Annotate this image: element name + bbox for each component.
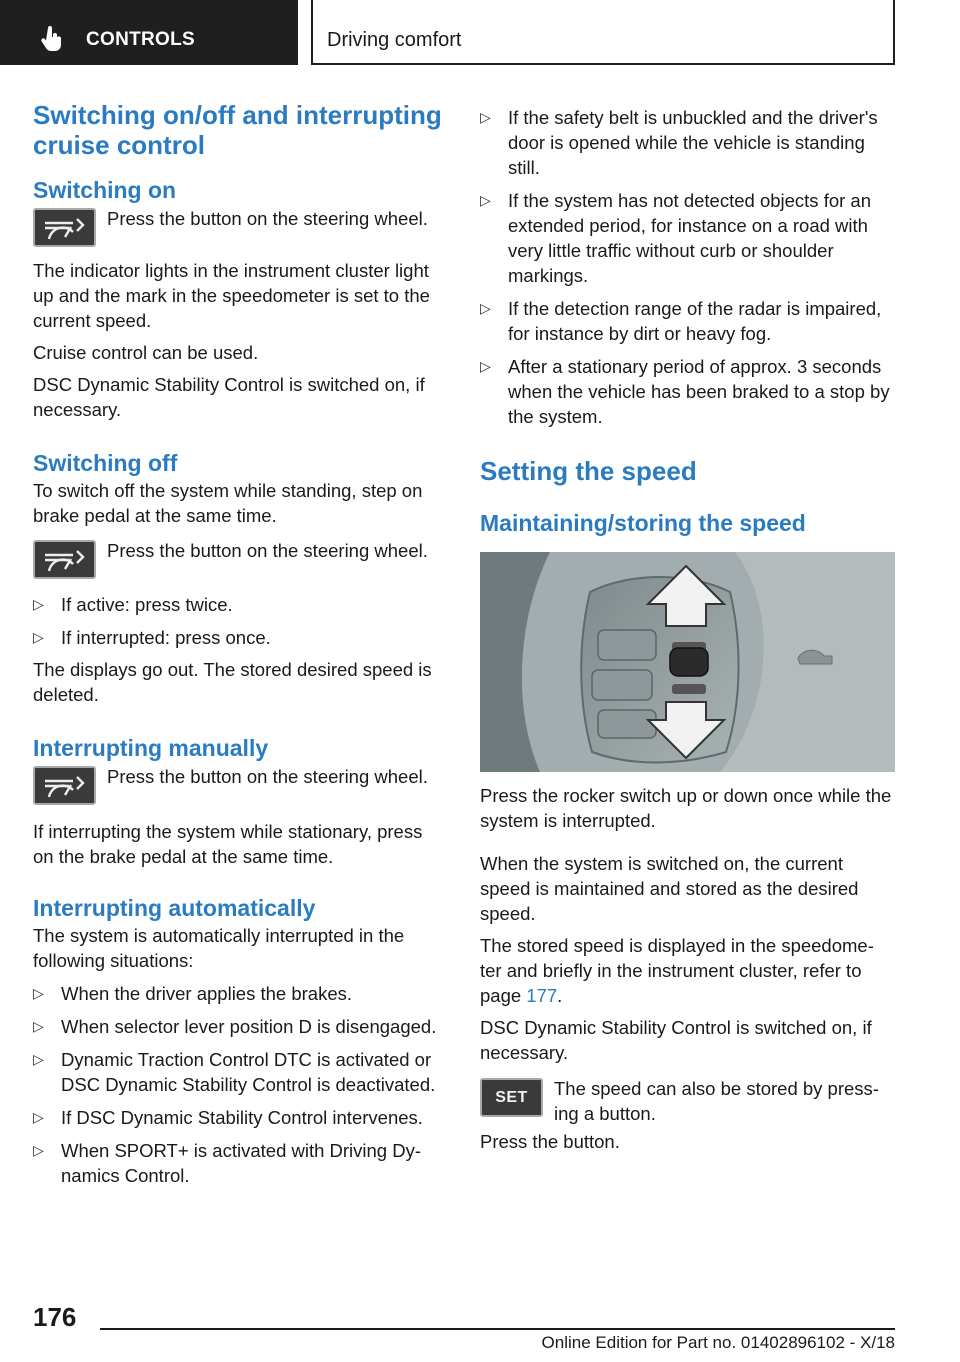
list-item: ▷ When SPORT+ is activated with Driving Dy‐namics Control. xyxy=(33,1140,422,1186)
heading-switching-off: Switching off xyxy=(33,450,178,476)
press-button-paragraph: Press the button. xyxy=(480,1131,620,1152)
page-number: 176 xyxy=(33,1302,77,1332)
footer-rule xyxy=(100,1328,895,1330)
list-item: ▷ Dynamic Traction Control DTC is activated or DSC Dynamic Stability Control is deactivated. xyxy=(33,1049,436,1095)
hand-pointer-icon xyxy=(40,26,64,52)
stored-speed-paragraph: The stored speed is displayed in the speedome‐ter and briefly in the instrument cluster, refer to page 177. xyxy=(480,935,874,1006)
triangle-bullet-icon: ▷ xyxy=(33,1051,44,1067)
list-item: ▷ If active: press twice. xyxy=(33,594,233,615)
switched-on-paragraph: When the system is switched on, the current speed is maintained and stored as the desired speed. xyxy=(480,853,859,924)
triangle-bullet-icon: ▷ xyxy=(33,985,44,1001)
header-section-tab xyxy=(0,0,298,65)
switch-off-instruction xyxy=(33,540,446,579)
list-item: ▷ If DSC Dynamic Stability Control intervenes. xyxy=(33,1107,423,1128)
dsc-paragraph-left: DSC Dynamic Stability Control is switched on, if necessary. xyxy=(33,374,425,420)
set-text: The speed can also be stored by press‐ing a button. xyxy=(554,1078,879,1124)
triangle-bullet-icon: ▷ xyxy=(33,629,44,645)
header-chapter-box xyxy=(311,0,895,65)
manual-instruction xyxy=(33,766,446,805)
list-item: ▷ If the safety belt is unbuckled and the driver's door is opened while the vehicle is standing still. xyxy=(480,107,878,178)
set-button-icon: SET xyxy=(480,1078,543,1117)
triangle-bullet-icon: ▷ xyxy=(480,109,491,125)
heading-maintaining-speed: Maintaining/storing the speed xyxy=(480,510,806,536)
page-177-link[interactable]: 177 xyxy=(526,985,558,1006)
manual-paragraph: If interrupting the system while stationary, press on the brake pedal at the same time. xyxy=(33,821,423,867)
header-chapter-title: Driving comfort xyxy=(327,29,462,51)
switch-off-paragraph: To switch off the system while standing, step on brake pedal at the same time. xyxy=(33,480,423,526)
list-item: ▷ If interrupted: press once. xyxy=(33,627,271,648)
triangle-bullet-icon: ▷ xyxy=(33,1142,44,1158)
heading-setting-speed: Setting the speed xyxy=(480,456,697,486)
left-column xyxy=(33,100,446,1188)
triangle-bullet-icon: ▷ xyxy=(480,300,491,316)
displays-paragraph: The displays go out. The stored desired speed is deleted. xyxy=(33,659,432,705)
heading-interrupting-automatically: Interrupting automatically xyxy=(33,895,316,921)
auto-interrupt-list xyxy=(33,981,446,1188)
set-instruction xyxy=(480,1078,895,1126)
switch-off-list xyxy=(33,592,446,650)
header-section-label: CONTROLS xyxy=(86,29,196,50)
steering-wheel-rocker-illustration xyxy=(480,552,895,772)
switch-on-instruction xyxy=(33,208,446,247)
list-item: ▷ When selector lever position D is disengaged. xyxy=(33,1016,437,1037)
auto-interrupt-list-continued xyxy=(480,105,895,429)
footer-edition: Online Edition for Part no. 01402896102 - X/18 xyxy=(541,1333,895,1352)
switch-off-press-text: Press the button on the steering wheel. xyxy=(107,540,428,561)
triangle-bullet-icon: ▷ xyxy=(480,192,491,208)
triangle-bullet-icon: ▷ xyxy=(480,358,491,374)
section-heading-main: Switching on/off and interrupting cruise control xyxy=(33,100,442,160)
rocker-paragraph: Press the rocker switch up or down once while the system is interrupted. xyxy=(480,785,892,831)
triangle-bullet-icon: ▷ xyxy=(33,1109,44,1125)
cruise-control-button-icon xyxy=(33,540,96,579)
heading-interrupting-manually: Interrupting manually xyxy=(33,735,269,761)
cruise-control-button-icon xyxy=(33,208,96,247)
cruise-control-button-icon xyxy=(33,766,96,805)
dsc-paragraph-right: DSC Dynamic Stability Control is switched on, if necessary. xyxy=(480,1017,872,1063)
list-item: ▷ When the driver applies the brakes. xyxy=(33,983,353,1004)
auto-paragraph: The system is automatically interrupted in the following situations: xyxy=(33,925,405,971)
list-item: ▷ If the system has not detected objects for an extended period, for instance on a road with very little traffic without curb or shoulder markings. xyxy=(480,190,872,286)
indicator-paragraph: The indicator lights in the instrument cluster light up and the mark in the speedometer is set to the current speed. xyxy=(33,260,430,331)
triangle-bullet-icon: ▷ xyxy=(33,596,44,612)
manual-press-text: Press the button on the steering wheel. xyxy=(107,766,428,787)
triangle-bullet-icon: ▷ xyxy=(33,1018,44,1034)
list-item: ▷ If the detection range of the radar is impaired, for instance by dirt or heavy fog. xyxy=(480,298,882,344)
heading-switching-on: Switching on xyxy=(33,177,177,203)
cruise-usable-paragraph: Cruise control can be used. xyxy=(33,342,259,363)
right-column xyxy=(480,105,895,1154)
switch-on-press-text: Press the button on the steering wheel. xyxy=(107,208,428,229)
list-item: ▷ After a stationary period of approx. 3 seconds when the vehicle has been braked to a stop by the system. xyxy=(480,356,890,427)
